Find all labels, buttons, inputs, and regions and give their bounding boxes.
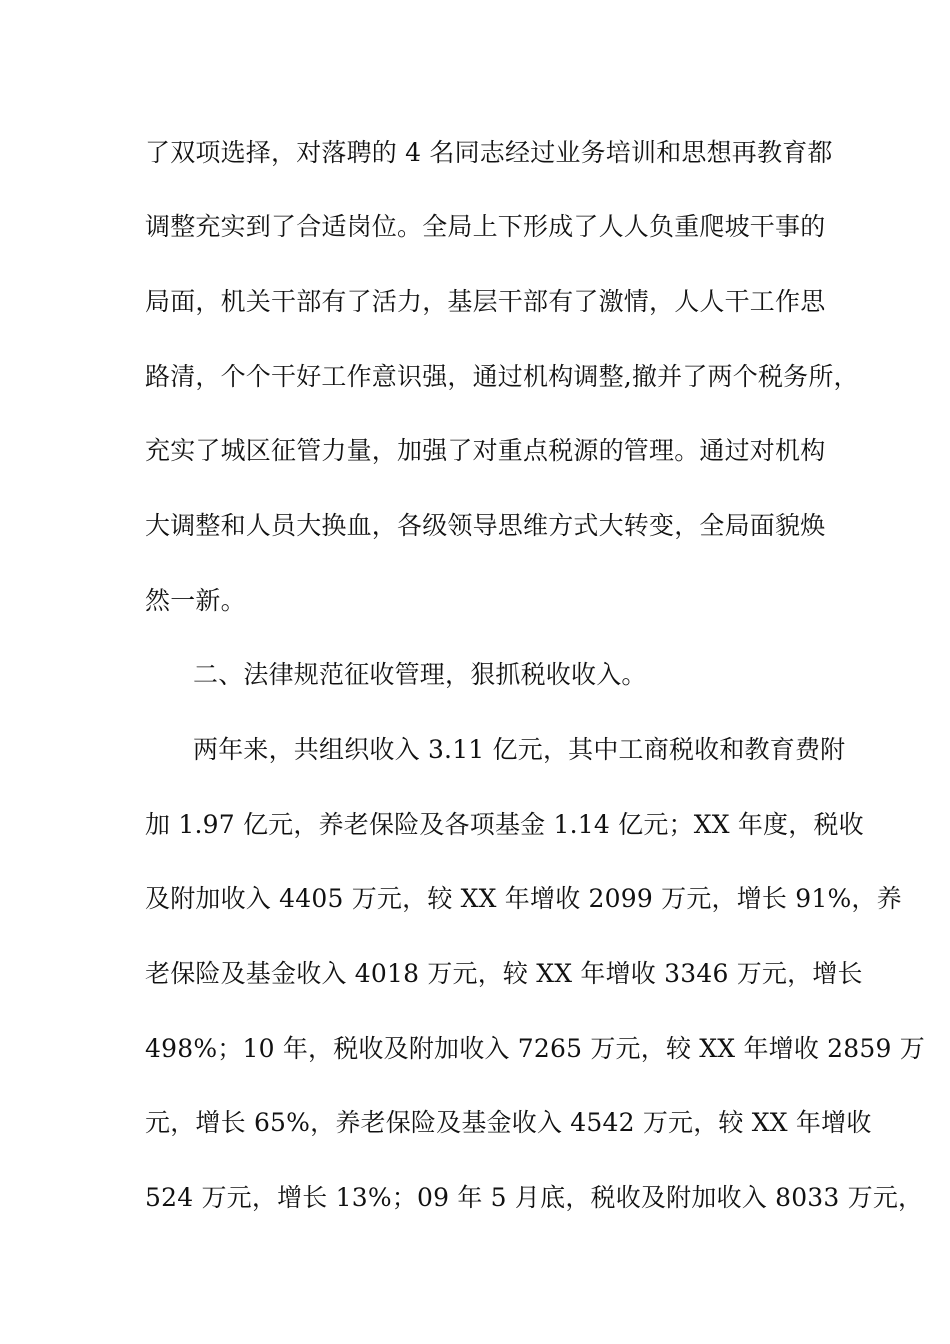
paragraph-line: 局面，机关干部有了活力，基层干部有了激情，人人干工作思: [145, 287, 826, 316]
paragraph-line: 然一新。: [145, 586, 246, 615]
section-heading: 二、法律规范征收管理，狠抓税收收入。: [193, 660, 647, 689]
paragraph-line: 了双项选择，对落聘的 4 名同志经过业务培训和思想再教育都: [145, 138, 833, 167]
paragraph-line: 524 万元，增长 13%；09 年 5 月底，税收及附加收入 8033 万元，: [145, 1183, 924, 1212]
paragraph-line: 加 1.97 亿元，养老保险及各项基金 1.14 亿元；XX 年度，税收: [145, 810, 864, 839]
paragraph-line: 大调整和人员大换血，各级领导思维方式大转变，全局面貌焕: [145, 511, 826, 540]
paragraph-line: 元，增长 65%，养老保险及基金收入 4542 万元，较 XX 年增收: [145, 1108, 872, 1137]
paragraph-line: 老保险及基金收入 4018 万元，较 XX 年增收 3346 万元，增长: [145, 959, 863, 988]
paragraph-line: 及附加收入 4405 万元，较 XX 年增收 2099 万元，增长 91%，养: [145, 884, 902, 913]
paragraph-line: 调整充实到了合适岗位。全局上下形成了人人负重爬坡干事的: [145, 212, 826, 241]
paragraph-line: 充实了城区征管力量，加强了对重点税源的管理。通过对机构: [145, 436, 826, 465]
paragraph-line: 路清，个个干好工作意识强，通过机构调整,撤并了两个税务所，: [145, 362, 859, 391]
paragraph-line: 498%；10 年，税收及附加收入 7265 万元，较 XX 年增收 2859 万: [145, 1034, 925, 1063]
paragraph-line: 两年来，共组织收入 3.11 亿元，其中工商税收和教育费附: [193, 735, 846, 764]
